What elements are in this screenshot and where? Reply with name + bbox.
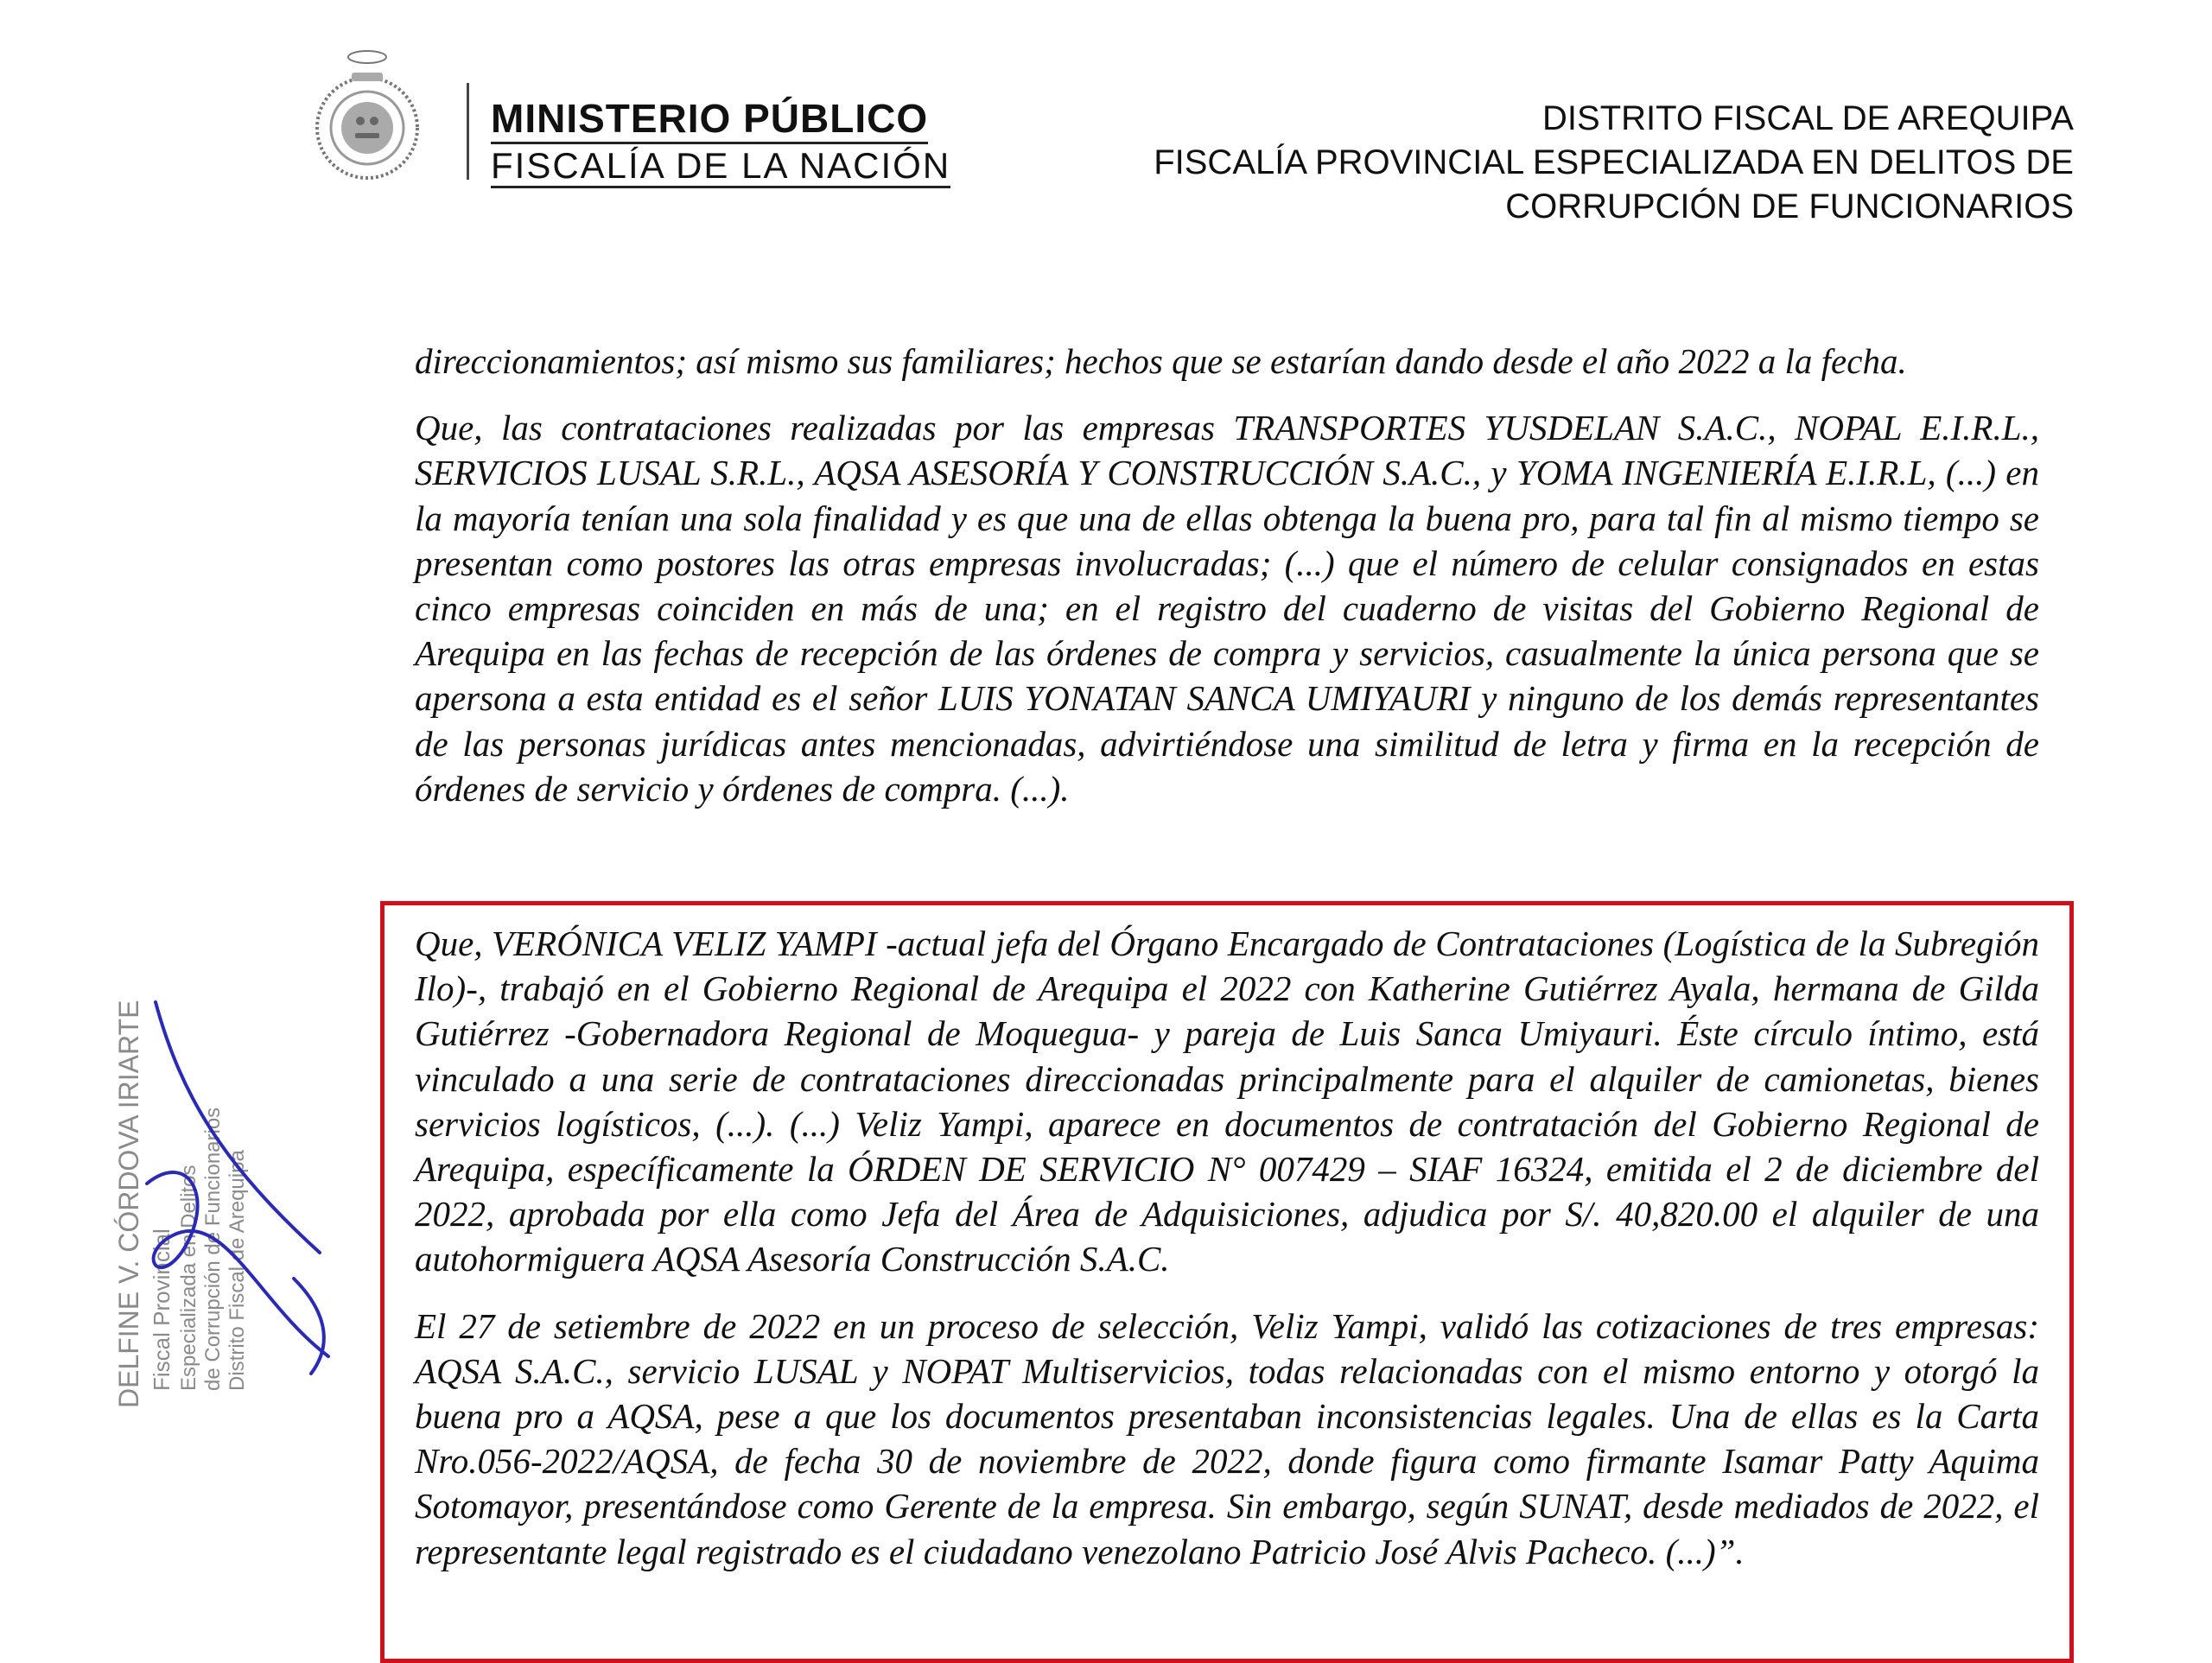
document-body [415, 339, 2039, 833]
office-header [1154, 97, 2074, 229]
office-name-line2: CORRUPCIÓN DE FUNCIONARIOS [1505, 187, 2074, 225]
paragraph-3: Que, VERÓNICA VELIZ YAMPI -actual jefa del Órgano Encargado de Contrataciones (Logística de la Subregión Ilo)-, trabajó en el Gobierno Regional de Arequipa el 2022 con Katherine Gutiérrez Ayala, hermana de Gilda Gutiérrez -Gobernadora Regional de Moquegua- y pareja de Luis Sanca Umiyauri. Éste círculo íntimo, está vinculado a una serie de contrataciones direccionadas principalmente para el alquiler de camionetas, bienes servicios logísticos, (...). (...) Veliz Yampi, aparece en documentos de contratación del Gobierno Regional de Arequipa, específicamente la ÓRDEN DE SERVICIO N° 007429 – SIAF 16324, emitida el 2 de diciembre del 2022, aprobada por ella como Jefa del Área de Adquisiciones, adjudica por S/. 40,820.00 el alquiler de una autohormiguera AQSA Asesoría Construcción S.A.C. [415, 924, 2039, 1279]
paragraph-2: Que, las contrataciones realizadas por las empresas TRANSPORTES YUSDELAN S.A.C., NOPAL E.I.R.L., SERVICIOS LUSAL S.R.L., AQSA ASESORÍA Y CONSTRUCCIÓN S.A.C., y YOMA INGENIERÍA E.I.R.L, (...) en la mayoría tenían una sola finalidad y es que una de ellas obtenga la buena pro, para tal fin al mismo tiempo se presentan como postores las otras empresas involucradas; (...) que el número de celular consignados en estas cinco empresas coinciden en más de una; en el registro del cuaderno de visitas del Gobierno Regional de Arequipa en las fechas de recepción de las órdenes de compra y servicios, casualmente la única persona que se apersona a esta entidad es el señor LUIS YONATAN SANCA UMIYAURI y ninguno de los demás representantes de las personas jurídicas antes mencionadas, advirtiéndose una similitud de letra y firma en la recepción de órdenes de servicio y órdenes de compra. (...). [415, 408, 2039, 809]
official-stamp-signature [113, 993, 397, 1477]
organization-subtitle: FISCALÍA DE LA NACIÓN [491, 146, 950, 188]
stamp-line-2: Fiscal Provincial [149, 1228, 175, 1391]
header-divider [467, 83, 469, 180]
organization-name: MINISTERIO PÚBLICO [491, 97, 928, 144]
stamp-line-5: Distrito Fiscal de Arequipa [226, 1150, 249, 1391]
organization-logo-text [491, 97, 950, 188]
paragraph-4: El 27 de setiembre de 2022 en un proceso de selección, Veliz Yampi, validó las cotizaciones de tres empresas: AQSA S.A.C., servicio LUSAL y NOPAT Multiservicios, todas relacionadas con el mismo entorno y otorgó la buena pro a AQSA, pese a que los documentos presentaban inconsistencias legales. Una de ellas es la Carta Nro.056-2022/AQSA, de fecha 30 de noviembre de 2022, donde figura como firmante Isamar Patty Aquima Sotomayor, presentándose como Gerente de la empresa. Sin embargo, según SUNAT, desde mediados de 2022, el representante legal registrado es el ciudadano venezolano Patricio José Alvis Pacheco. (...)”. [415, 1305, 2039, 1571]
highlighted-excerpt [415, 921, 2039, 1596]
coat-of-arms-seal [298, 41, 436, 197]
district-name: DISTRITO FISCAL DE AREQUIPA [1542, 99, 2074, 137]
stamp-line-3: Especializada en Delitos [177, 1165, 200, 1391]
stamp-line-4: de Corrupción de Funcionarios [201, 1107, 225, 1391]
paragraph-1: direccionamientos; así mismo sus familiares; hechos que se estarían dando desde el año 2022 a la fecha. [415, 341, 1907, 381]
stamp-line-1: DELFINE V. CÓRDOVA IRIARTE [113, 1000, 144, 1408]
office-name-line1: FISCALÍA PROVINCIAL ESPECIALIZADA EN DELITOS DE [1154, 143, 2074, 181]
